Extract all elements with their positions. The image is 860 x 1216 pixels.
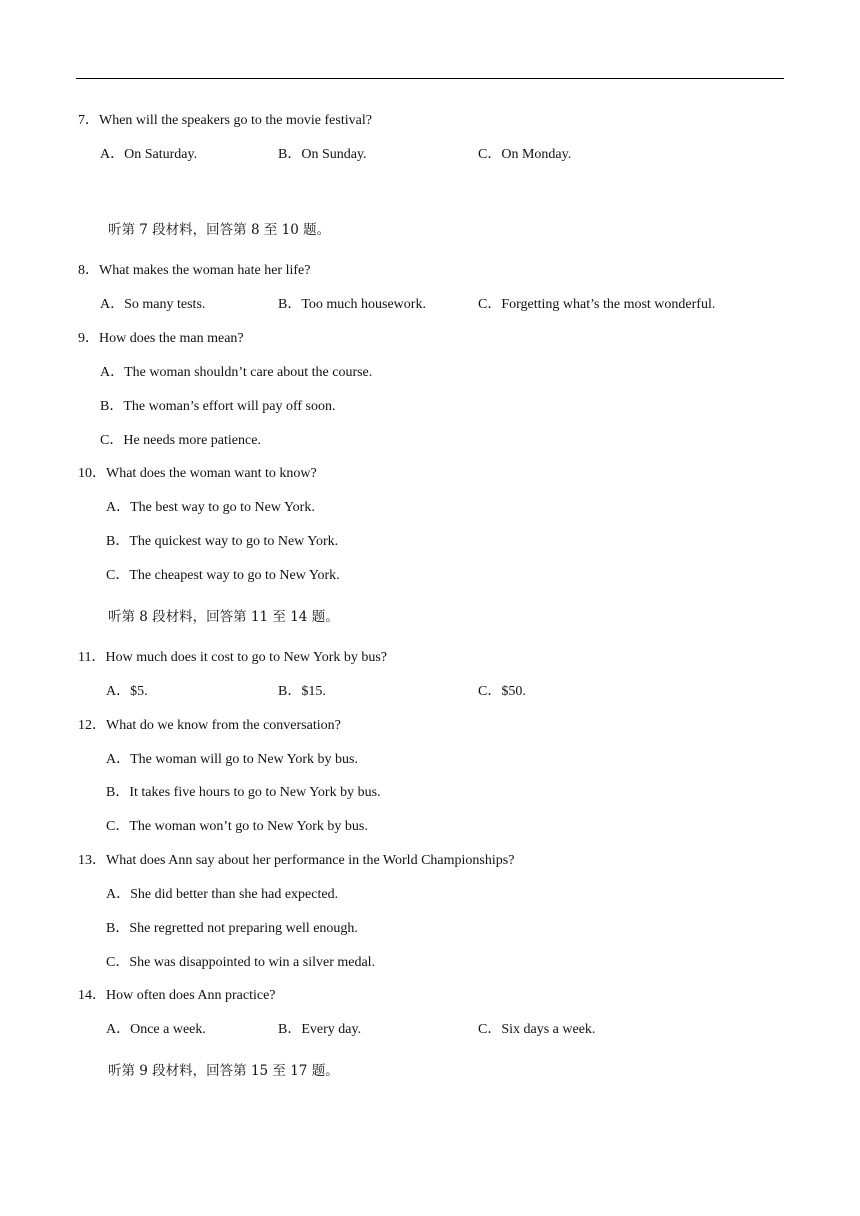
question-14-stem: 14．How often does Ann practice? [78,988,276,1003]
question-8-option-c: C．Forgetting what’s the most wonderful. [478,297,716,312]
question-9-option-a: A．The woman shouldn’t care about the course. [100,365,373,380]
question-11-option-a: A．$5. [106,684,148,699]
section-9-instruction: 听第 9 段材料，回答第 15 至 17 题。 [108,1063,339,1079]
question-8-option-b: B．Too much housework. [278,297,426,312]
question-7-option-c: C．On Monday. [478,147,572,162]
header-rule [76,78,784,79]
question-10-option-b: B．The quickest way to go to New York. [106,534,339,549]
section-8-instruction: 听第 8 段材料，回答第 11 至 14 题。 [108,609,339,625]
question-14-option-b: B．Every day. [278,1022,362,1037]
question-14-option-a: A．Once a week. [106,1022,206,1037]
question-13-option-a: A．She did better than she had expected. [106,887,339,902]
question-14-option-c: C．Six days a week. [478,1022,596,1037]
question-8-option-a: A．So many tests. [100,297,206,312]
question-7-stem: 7．When will the speakers go to the movie festival? [78,113,372,128]
question-9-option-c: C．He needs more patience. [100,433,261,448]
question-11-option-c: C．$50. [478,684,526,699]
question-10-option-a: A．The best way to go to New York. [106,500,315,515]
question-13-stem: 13．What does Ann say about her performance in the World Championships? [78,853,515,868]
question-13-option-b: B．She regretted not preparing well enough. [106,921,358,936]
question-12-option-c: C．The woman won’t go to New York by bus. [106,819,368,834]
question-11-option-b: B．$15. [278,684,326,699]
question-10-option-c: C．The cheapest way to go to New York. [106,568,340,583]
question-12-option-a: A．The woman will go to New York by bus. [106,752,358,767]
question-12-option-b: B．It takes five hours to go to New York by bus. [106,785,381,800]
question-12-stem: 12．What do we know from the conversation? [78,718,341,733]
section-7-instruction: 听第 7 段材料，回答第 8 至 10 题。 [108,222,331,238]
question-7-option-b: B．On Sunday. [278,147,367,162]
question-9-stem: 9．How does the man mean? [78,331,244,346]
question-11-stem: 11．How much does it cost to go to New York by bus? [78,650,388,665]
question-8-stem: 8．What makes the woman hate her life? [78,263,311,278]
question-10-stem: 10．What does the woman want to know? [78,466,317,481]
question-7-option-a: A．On Saturday. [100,147,198,162]
question-9-option-b: B．The woman’s effort will pay off soon. [100,399,336,414]
question-13-option-c: C．She was disappointed to win a silver medal. [106,955,376,970]
